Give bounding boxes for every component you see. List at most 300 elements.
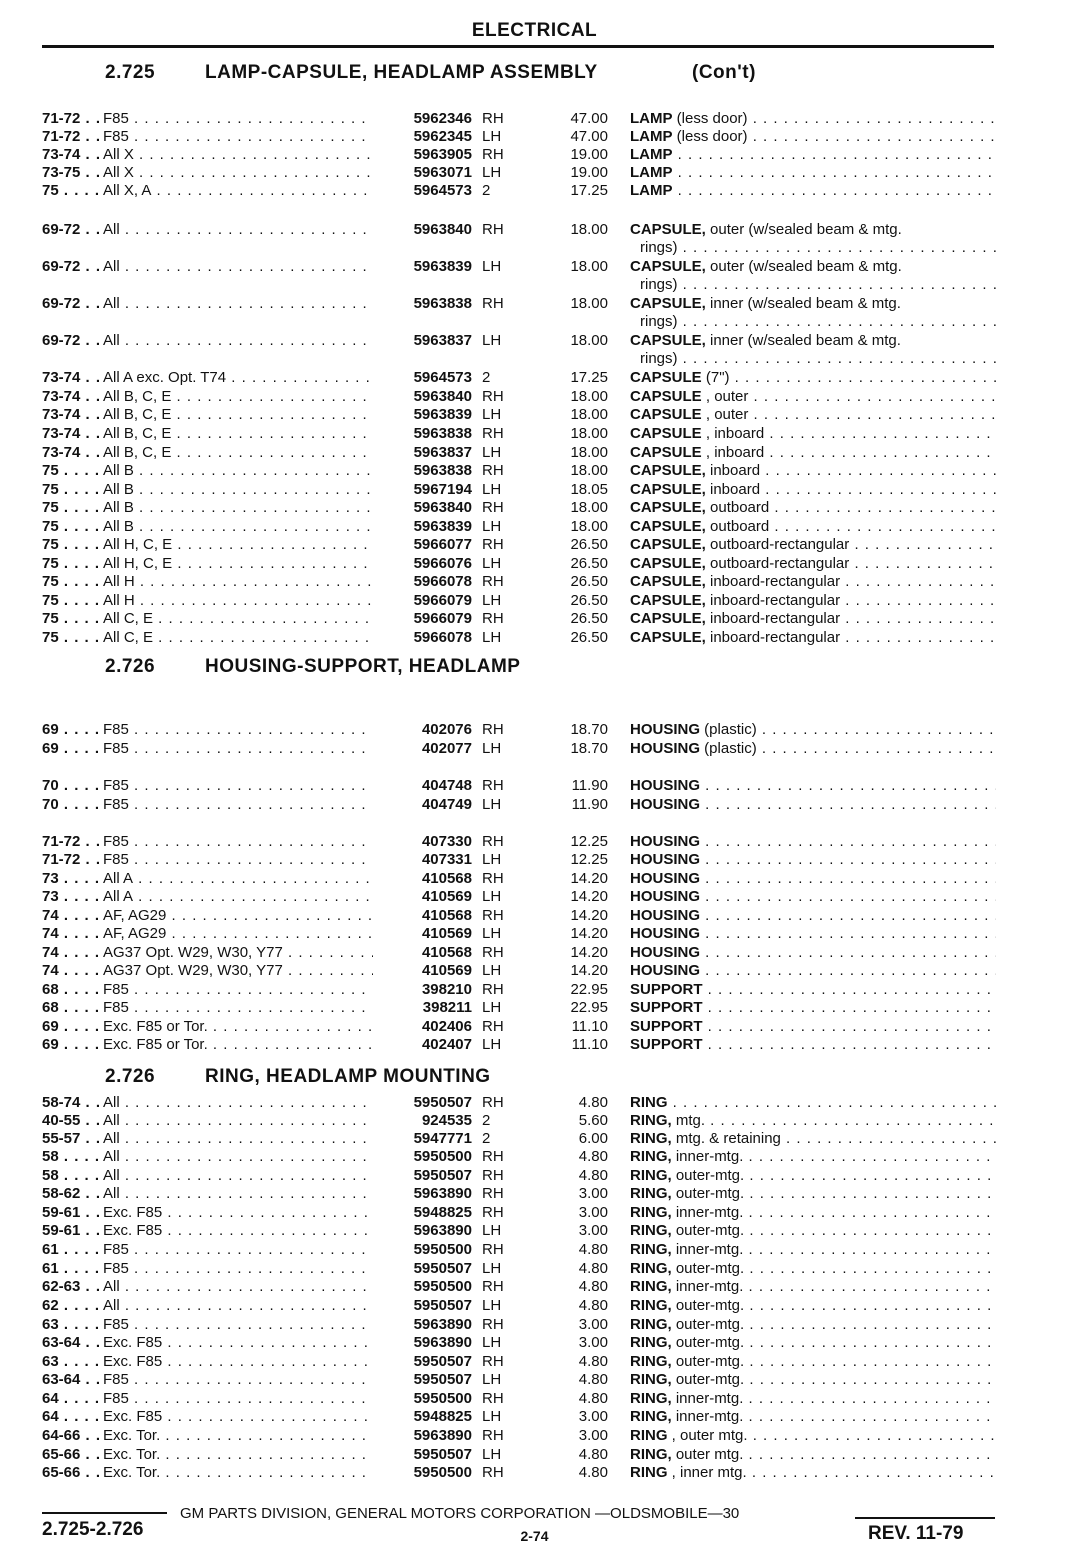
year-cell: 64 . . . xyxy=(42,1408,100,1426)
description-cell: HOUSING (plastic) . . . xyxy=(630,740,996,758)
page-header-title: ELECTRICAL xyxy=(471,20,598,41)
description-cell: LAMP (less door) . . . xyxy=(630,128,996,146)
year-cell: 70 . . . xyxy=(42,777,100,795)
part-number-cell: 5962345 xyxy=(413,128,472,145)
price-cell: 18.00 xyxy=(570,462,608,479)
year-cell: 69-72 . . . xyxy=(42,221,100,239)
year-cell: 73 . . . xyxy=(42,870,100,888)
parts-row xyxy=(0,128,1069,146)
price-cell: 4.80 xyxy=(578,1297,608,1314)
description-cell: RING, outer-mtg. . . . xyxy=(630,1316,996,1334)
year-cell: 75 . . . xyxy=(42,555,100,573)
description-cell: CAPSULE, inboard . . . xyxy=(630,481,996,499)
parts-row xyxy=(0,295,1069,330)
part-number-cell: 402407 xyxy=(421,1036,472,1053)
price-cell: 12.25 xyxy=(570,851,608,868)
side-cell: RH xyxy=(482,1167,504,1184)
side-cell: RH xyxy=(482,462,504,479)
parts-row xyxy=(0,777,1069,795)
price-cell: 3.00 xyxy=(578,1408,608,1425)
model-cell: All C, E . . . xyxy=(103,629,373,647)
side-cell: RH xyxy=(482,777,504,794)
description-cell: CAPSULE, outer (w/sealed beam & mtg. xyxy=(630,258,902,275)
side-cell: LH xyxy=(482,332,502,349)
year-cell: 71-72 . . . xyxy=(42,128,100,146)
model-cell: All X, A . . . xyxy=(103,182,373,200)
year-cell: 70 . . . xyxy=(42,796,100,814)
side-cell: RH xyxy=(482,870,504,887)
model-cell: Exc. F85 . . . xyxy=(103,1204,373,1222)
part-number-cell: 5963905 xyxy=(413,146,472,163)
part-number-cell: 5966077 xyxy=(413,536,472,553)
year-cell: 75 . . . xyxy=(42,481,100,499)
parts-row xyxy=(0,610,1069,628)
model-cell: F85 . . . xyxy=(103,740,373,758)
part-number-cell: 5950507 xyxy=(413,1353,472,1370)
description-cell: HOUSING (plastic) . . . xyxy=(630,721,996,739)
description-cell: RING, outer-mtg. . . . xyxy=(630,1260,996,1278)
model-cell: All X . . . xyxy=(103,146,373,164)
model-cell: All B . . . xyxy=(103,518,373,536)
model-cell: All A exc. Opt. T74 . . . xyxy=(103,369,373,387)
model-cell: All A . . . xyxy=(103,870,373,888)
parts-row xyxy=(0,907,1069,925)
parts-row xyxy=(0,592,1069,610)
year-cell: 75 . . . xyxy=(42,499,100,517)
year-cell: 63-64 . . . xyxy=(42,1334,100,1352)
part-number-cell: 410569 xyxy=(421,925,472,942)
parts-row xyxy=(0,1353,1069,1371)
part-number-cell: 5963890 xyxy=(413,1334,472,1351)
side-cell: LH xyxy=(482,1334,502,1351)
model-cell: All . . . xyxy=(103,295,373,313)
part-number-cell: 5963838 xyxy=(413,462,472,479)
description-cell: RING, outer-mtg. . . . xyxy=(630,1371,996,1389)
part-number-cell: 5947771 xyxy=(413,1130,472,1147)
model-cell: Exc. F85 or Tor. . . . xyxy=(103,1018,373,1036)
year-cell: 75 . . . xyxy=(42,536,100,554)
model-cell: Exc. F85 . . . xyxy=(103,1334,373,1352)
year-cell: 62 . . . xyxy=(42,1297,100,1315)
parts-row xyxy=(0,1446,1069,1464)
parts-row xyxy=(0,1036,1069,1054)
parts-row xyxy=(0,221,1069,256)
part-number-cell: 410568 xyxy=(421,944,472,961)
description-cell: CAPSULE (7") . . . xyxy=(630,369,996,387)
price-cell: 3.00 xyxy=(578,1222,608,1239)
description-continuation: rings) . . . xyxy=(640,350,996,368)
parts-row xyxy=(0,406,1069,424)
part-number-cell: 5963839 xyxy=(413,406,472,423)
description-cell: RING, inner-mtg. . . . xyxy=(630,1204,996,1222)
part-number-cell: 407330 xyxy=(421,833,472,850)
model-cell: F85 . . . xyxy=(103,999,373,1017)
section-number: 2.726 xyxy=(105,656,156,677)
parts-row xyxy=(0,833,1069,851)
year-cell: 64 . . . xyxy=(42,1390,100,1408)
side-cell: LH xyxy=(482,1297,502,1314)
side-cell: RH xyxy=(482,1148,504,1165)
description-cell: SUPPORT . . . xyxy=(630,981,996,999)
description-cell: HOUSING . . . xyxy=(630,851,996,869)
parts-row xyxy=(0,258,1069,293)
price-cell: 18.05 xyxy=(570,481,608,498)
parts-row xyxy=(0,182,1069,200)
footer-section-range: 2.725-2.726 xyxy=(42,1519,144,1540)
side-cell: RH xyxy=(482,1204,504,1221)
parts-row xyxy=(0,499,1069,517)
year-cell: 75 . . . xyxy=(42,592,100,610)
side-cell: RH xyxy=(482,1241,504,1258)
parts-row xyxy=(0,740,1069,758)
model-cell: All H . . . xyxy=(103,592,373,610)
description-cell: RING, outer-mtg. . . . xyxy=(630,1185,996,1203)
model-cell: All B . . . xyxy=(103,481,373,499)
description-cell: CAPSULE, outer (w/sealed beam & mtg. xyxy=(630,221,902,238)
parts-row xyxy=(0,536,1069,554)
price-cell: 18.70 xyxy=(570,740,608,757)
year-cell: 68 . . . xyxy=(42,999,100,1017)
parts-row xyxy=(0,518,1069,536)
side-cell: RH xyxy=(482,1094,504,1111)
side-cell: RH xyxy=(482,295,504,312)
part-number-cell: 398211 xyxy=(422,999,472,1016)
description-cell: RING, mtg. . . . xyxy=(630,1112,996,1130)
part-number-cell: 404748 xyxy=(421,777,472,794)
price-cell: 22.95 xyxy=(570,981,608,998)
side-cell: RH xyxy=(482,1185,504,1202)
price-cell: 4.80 xyxy=(578,1094,608,1111)
parts-row xyxy=(0,1094,1069,1112)
price-cell: 26.50 xyxy=(570,536,608,553)
part-number-cell: 5950500 xyxy=(413,1278,472,1295)
model-cell: All . . . xyxy=(103,221,373,239)
part-number-cell: 5950500 xyxy=(413,1241,472,1258)
side-cell: RH xyxy=(482,1464,504,1481)
part-number-cell: 5963840 xyxy=(413,221,472,238)
description-cell: HOUSING . . . xyxy=(630,833,996,851)
price-cell: 17.25 xyxy=(570,182,608,199)
parts-row xyxy=(0,573,1069,591)
side-cell: LH xyxy=(482,406,502,423)
parts-row xyxy=(0,1408,1069,1426)
description-cell: HOUSING . . . xyxy=(630,888,996,906)
description-cell: HOUSING . . . xyxy=(630,925,996,943)
year-cell: 65-66 . . . xyxy=(42,1446,100,1464)
model-cell: F85 . . . xyxy=(103,851,373,869)
model-cell: F85 . . . xyxy=(103,110,373,128)
price-cell: 18.00 xyxy=(570,221,608,238)
side-cell: RH xyxy=(482,981,504,998)
part-number-cell: 5950500 xyxy=(413,1148,472,1165)
description-cell: RING, outer-mtg. . . . xyxy=(630,1353,996,1371)
price-cell: 4.80 xyxy=(578,1278,608,1295)
side-cell: LH xyxy=(482,851,502,868)
year-cell: 40-55 . . . xyxy=(42,1112,100,1130)
side-cell: RH xyxy=(482,573,504,590)
side-cell: RH xyxy=(482,1316,504,1333)
side-cell: RH xyxy=(482,833,504,850)
price-cell: 18.00 xyxy=(570,258,608,275)
description-cell: RING, inner-mtg. . . . xyxy=(630,1390,996,1408)
description-cell: RING, inner-mtg. . . . xyxy=(630,1241,996,1259)
year-cell: 73-74 . . . xyxy=(42,444,100,462)
price-cell: 11.10 xyxy=(571,1018,608,1035)
year-cell: 75 . . . xyxy=(42,573,100,591)
model-cell: Exc. F85 . . . xyxy=(103,1222,373,1240)
model-cell: All . . . xyxy=(103,1130,373,1148)
price-cell: 18.00 xyxy=(570,499,608,516)
description-cell: LAMP . . . xyxy=(630,164,996,182)
parts-row xyxy=(0,888,1069,906)
parts-row xyxy=(0,425,1069,443)
parts-row xyxy=(0,796,1069,814)
parts-row xyxy=(0,1316,1069,1334)
part-number-cell: 398210 xyxy=(421,981,472,998)
model-cell: All . . . xyxy=(103,1148,373,1166)
price-cell: 4.80 xyxy=(578,1371,608,1388)
year-cell: 73-75 . . . xyxy=(42,164,100,182)
model-cell: F85 . . . xyxy=(103,981,373,999)
side-cell: RH xyxy=(482,536,504,553)
description-cell: CAPSULE, inboard-rectangular . . . xyxy=(630,610,996,628)
description-cell: CAPSULE, inboard . . . xyxy=(630,462,996,480)
year-cell: 58-62 . . . xyxy=(42,1185,100,1203)
year-cell: 58-74 . . . xyxy=(42,1094,100,1112)
description-cell: RING, mtg. & retaining . . . xyxy=(630,1130,996,1148)
model-cell: F85 . . . xyxy=(103,128,373,146)
side-cell: 2 xyxy=(482,369,491,386)
year-cell: 73-74 . . . xyxy=(42,388,100,406)
model-cell: Exc. Tor. . . . xyxy=(103,1446,373,1464)
price-cell: 18.00 xyxy=(570,295,608,312)
year-cell: 58 . . . xyxy=(42,1148,100,1166)
part-number-cell: 5963890 xyxy=(413,1316,472,1333)
price-cell: 14.20 xyxy=(570,907,608,924)
parts-row xyxy=(0,110,1069,128)
year-cell: 55-57 . . . xyxy=(42,1130,100,1148)
year-cell: 61 . . . xyxy=(42,1241,100,1259)
price-cell: 18.00 xyxy=(570,406,608,423)
parts-row xyxy=(0,851,1069,869)
parts-row xyxy=(0,1018,1069,1036)
year-cell: 75 . . . xyxy=(42,610,100,628)
side-cell: LH xyxy=(482,164,502,181)
parts-row xyxy=(0,981,1069,999)
side-cell: RH xyxy=(482,610,504,627)
parts-row xyxy=(0,146,1069,164)
year-cell: 65-66 . . . xyxy=(42,1464,100,1482)
parts-row xyxy=(0,944,1069,962)
model-cell: All . . . xyxy=(103,1278,373,1296)
price-cell: 3.00 xyxy=(578,1316,608,1333)
model-cell: All . . . xyxy=(103,1297,373,1315)
side-cell: RH xyxy=(482,907,504,924)
price-cell: 11.10 xyxy=(571,1036,608,1053)
year-cell: 58 . . . xyxy=(42,1167,100,1185)
year-cell: 71-72 . . . xyxy=(42,833,100,851)
model-cell: Exc. F85 . . . xyxy=(103,1408,373,1426)
side-cell: RH xyxy=(482,146,504,163)
side-cell: LH xyxy=(482,518,502,535)
model-cell: All . . . xyxy=(103,1185,373,1203)
side-cell: RH xyxy=(482,1390,504,1407)
part-number-cell: 404749 xyxy=(421,796,472,813)
price-cell: 26.50 xyxy=(570,573,608,590)
part-number-cell: 5950500 xyxy=(413,1464,472,1481)
part-number-cell: 924535 xyxy=(421,1112,472,1129)
parts-row xyxy=(0,1334,1069,1352)
year-cell: 69 . . . xyxy=(42,1018,100,1036)
section-number: 2.725 xyxy=(105,62,156,83)
side-cell: RH xyxy=(482,110,504,127)
side-cell: 2 xyxy=(482,1130,491,1147)
model-cell: F85 . . . xyxy=(103,1316,373,1334)
side-cell: 2 xyxy=(482,1112,491,1129)
year-cell: 59-61 . . . xyxy=(42,1222,100,1240)
side-cell: LH xyxy=(482,258,502,275)
description-cell: RING, outer mtg. . . . xyxy=(630,1446,996,1464)
model-cell: F85 . . . xyxy=(103,777,373,795)
description-cell: RING, outer-mtg. . . . xyxy=(630,1297,996,1315)
price-cell: 14.20 xyxy=(570,944,608,961)
parts-row xyxy=(0,1112,1069,1130)
description-cell: HOUSING . . . xyxy=(630,796,996,814)
part-number-cell: 5966076 xyxy=(413,555,472,572)
side-cell: RH xyxy=(482,425,504,442)
price-cell: 19.00 xyxy=(570,164,608,181)
description-cell: CAPSULE , outer . . . xyxy=(630,406,996,424)
part-number-cell: 407331 xyxy=(421,851,472,868)
year-cell: 74 . . . xyxy=(42,907,100,925)
description-cell: CAPSULE, inboard-rectangular . . . xyxy=(630,592,996,610)
year-cell: 69 . . . xyxy=(42,721,100,739)
price-cell: 26.50 xyxy=(570,555,608,572)
description-cell: RING, inner-mtg. . . . xyxy=(630,1148,996,1166)
section-title: LAMP-CAPSULE, HEADLAMP ASSEMBLY xyxy=(205,62,598,83)
parts-row xyxy=(0,164,1069,182)
model-cell: Exc. Tor. . . . xyxy=(103,1427,373,1445)
price-cell: 26.50 xyxy=(570,610,608,627)
model-cell: All B, C, E . . . xyxy=(103,444,373,462)
model-cell: AG37 Opt. W29, W30, Y77 . . . xyxy=(103,944,373,962)
price-cell: 4.80 xyxy=(578,1167,608,1184)
part-number-cell: 5964573 xyxy=(413,369,472,386)
price-cell: 4.80 xyxy=(578,1464,608,1481)
price-cell: 4.80 xyxy=(578,1446,608,1463)
year-cell: 69-72 . . . xyxy=(42,295,100,313)
price-cell: 5.60 xyxy=(578,1112,608,1129)
parts-row xyxy=(0,999,1069,1017)
parts-row xyxy=(0,388,1069,406)
parts-row xyxy=(0,1241,1069,1259)
description-cell: RING, outer-mtg. . . . xyxy=(630,1167,996,1185)
description-continuation: rings) . . . xyxy=(640,239,996,257)
year-cell: 71-72 . . . xyxy=(42,851,100,869)
model-cell: All C, E . . . xyxy=(103,610,373,628)
model-cell: F85 . . . xyxy=(103,1241,373,1259)
description-cell: CAPSULE, outboard-rectangular . . . xyxy=(630,536,996,554)
side-cell: RH xyxy=(482,388,504,405)
price-cell: 17.25 xyxy=(570,369,608,386)
parts-row xyxy=(0,481,1069,499)
description-cell: CAPSULE, outboard . . . xyxy=(630,499,996,517)
parts-row xyxy=(0,1204,1069,1222)
model-cell: F85 . . . xyxy=(103,833,373,851)
side-cell: LH xyxy=(482,925,502,942)
price-cell: 14.20 xyxy=(570,888,608,905)
parts-row xyxy=(0,1278,1069,1296)
year-cell: 73-74 . . . xyxy=(42,146,100,164)
side-cell: RH xyxy=(482,499,504,516)
parts-row xyxy=(0,1130,1069,1148)
side-cell: LH xyxy=(482,1260,502,1277)
price-cell: 14.20 xyxy=(570,925,608,942)
side-cell: LH xyxy=(482,481,502,498)
parts-row xyxy=(0,1390,1069,1408)
year-cell: 74 . . . xyxy=(42,944,100,962)
price-cell: 18.00 xyxy=(570,518,608,535)
part-number-cell: 5963840 xyxy=(413,499,472,516)
price-cell: 12.25 xyxy=(570,833,608,850)
year-cell: 73-74 . . . xyxy=(42,425,100,443)
side-cell: LH xyxy=(482,1222,502,1239)
description-cell: RING, outer-mtg. . . . xyxy=(630,1334,996,1352)
parts-row xyxy=(0,444,1069,462)
model-cell: All . . . xyxy=(103,1167,373,1185)
price-cell: 6.00 xyxy=(578,1130,608,1147)
price-cell: 18.00 xyxy=(570,388,608,405)
model-cell: AF, AG29 . . . xyxy=(103,925,373,943)
price-cell: 47.00 xyxy=(570,128,608,145)
parts-row xyxy=(0,870,1069,888)
part-number-cell: 5963840 xyxy=(413,388,472,405)
price-cell: 4.80 xyxy=(578,1353,608,1370)
description-cell: CAPSULE , outer . . . xyxy=(630,388,996,406)
side-cell: RH xyxy=(482,1427,504,1444)
year-cell: 69-72 . . . xyxy=(42,332,100,350)
side-cell: RH xyxy=(482,221,504,238)
year-cell: 64-66 . . . xyxy=(42,1427,100,1445)
year-cell: 62-63 . . . xyxy=(42,1278,100,1296)
model-cell: All H, C, E . . . xyxy=(103,536,373,554)
side-cell: 2 xyxy=(482,182,491,199)
part-number-cell: 402077 xyxy=(421,740,472,757)
parts-row xyxy=(0,925,1069,943)
side-cell: LH xyxy=(482,740,502,757)
price-cell: 11.90 xyxy=(571,796,608,813)
model-cell: All . . . xyxy=(103,258,373,276)
side-cell: RH xyxy=(482,1018,504,1035)
part-number-cell: 5963838 xyxy=(413,295,472,312)
description-cell: CAPSULE, outboard-rectangular . . . xyxy=(630,555,996,573)
side-cell: LH xyxy=(482,629,502,646)
year-cell: 73 . . . xyxy=(42,888,100,906)
part-number-cell: 5963837 xyxy=(413,332,472,349)
model-cell: Exc. Tor. . . . xyxy=(103,1464,373,1482)
side-cell: LH xyxy=(482,444,502,461)
year-cell: 71-72 . . . xyxy=(42,110,100,128)
parts-row xyxy=(0,629,1069,647)
side-cell: LH xyxy=(482,796,502,813)
description-cell: SUPPORT . . . xyxy=(630,999,996,1017)
description-cell: HOUSING . . . xyxy=(630,907,996,925)
description-cell: CAPSULE , inboard . . . xyxy=(630,425,996,443)
price-cell: 4.80 xyxy=(578,1260,608,1277)
price-cell: 14.20 xyxy=(570,870,608,887)
model-cell: Exc. F85 . . . xyxy=(103,1353,373,1371)
model-cell: Exc. F85 or Tor. . . . xyxy=(103,1036,373,1054)
